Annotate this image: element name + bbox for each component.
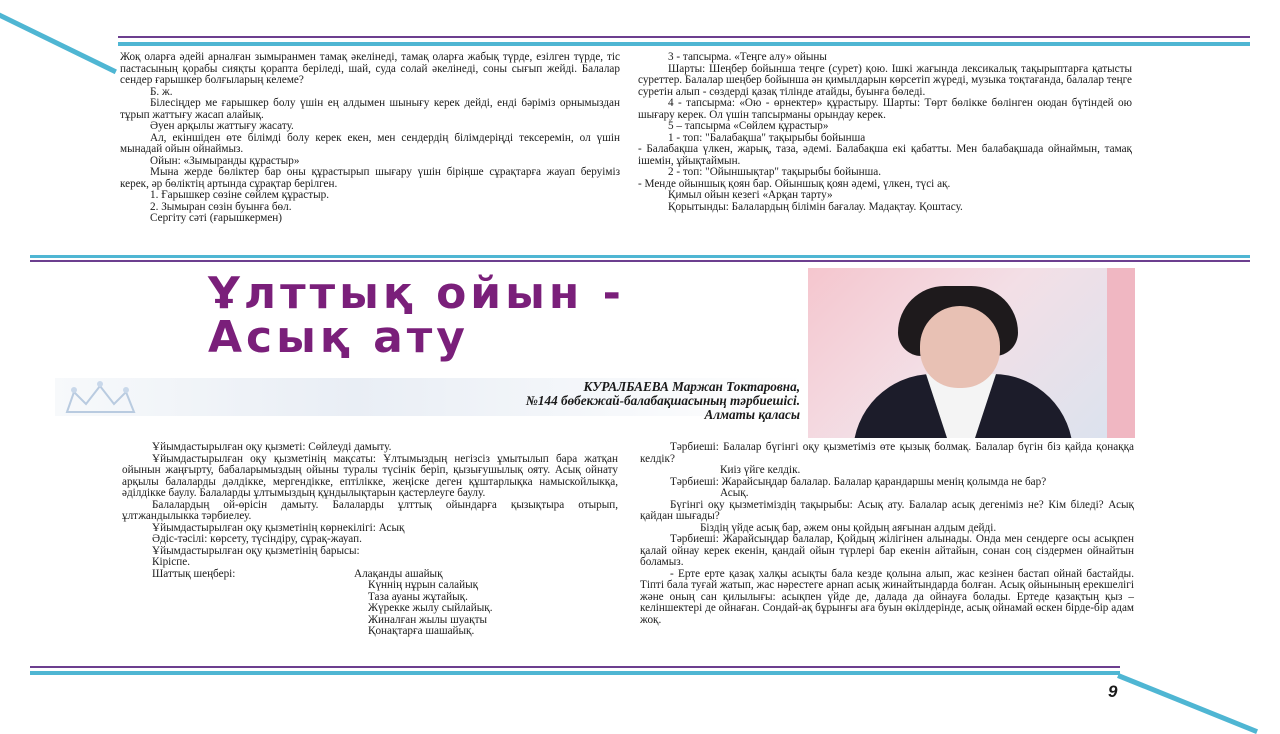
- paragraph: 2. Зымыран сөзін буынға бөл.: [150, 200, 292, 213]
- header-stripe-purple: [118, 36, 1250, 38]
- paragraph: Мына жерде бөліктер бар оны құрастырып шығару үшін біріңше сұрақтарға жауап беруіміз керек, әр бөліктің артында сұрақтар берілген.: [120, 166, 620, 190]
- author-photo: [808, 268, 1135, 438]
- paragraph: Асық.: [720, 487, 749, 499]
- paragraph: Ұйымдастырылған оқу қызметі: Сөйлеуді дамыту.: [152, 441, 392, 453]
- poem-line: Таза ауаны жұтайық.: [368, 590, 468, 603]
- bottom-left-column: [122, 442, 618, 639]
- paragraph: Кіріспе.: [152, 556, 190, 568]
- footer-stripe-cyan: [30, 671, 1120, 675]
- paragraph: Шарты: Шеңбер бойынша теңге (сурет) қою. Ішкі жағында лексикалық тақырыптарға қатысты суреттер. Балалар шеңбер бойынша ән қимылдарын көрсетіп жүреді, музыка тоқтағанда, балалар теңге суретін алып - сөздерді қазақ тілінде атайды, буынға бөледі.: [638, 62, 1132, 98]
- paragraph: Балалардың ой-өрісін дамыту. Балаларды ұлттық ойындарға қызықтыра отырып, ұлтжандылыкка тәрбиелеу.: [122, 498, 618, 522]
- paragraph: Жоқ оларға әдейі арналған зымыранмен тамақ әкелінеді, тамақ оларға жабық түрде, езілген түрде, тіс пастасының қорабы сияқты қорапта беріледі, шай, суда солай әкелінеді, соны сығып жейді. Балалар сендер ғарышкер болғыларың келеме?: [120, 51, 620, 86]
- author-name: КУРАЛБАЕВА Маржан Токтаровна,: [583, 379, 800, 394]
- paragraph: Қорытынды: Балалардың білімін бағалау. Мадақтау. Қоштасу.: [668, 200, 963, 213]
- paragraph: 3 - тапсырма. «Теңге алу» ойыны: [668, 51, 827, 63]
- paragraph: - Балабақша үлкен, жарық, таза, әдемі. Балабақша екі қабатты. Мен балабақшада ойнаймын, тамақ ішемін, ұйықтаймын.: [638, 143, 1132, 167]
- article-title-line-2: Асық ату: [208, 312, 469, 363]
- paragraph: Ал, екіншіден өте білімді болу керек екен, мен сендердің білімдеріңді тексеремін, ол үшін мынадай ойын ойнаймыз.: [120, 131, 620, 155]
- paragraph: 2 - топ: "Ойыншықтар" тақырыбы бойынша.: [668, 166, 882, 178]
- paragraph: Сергіту сәті (ғарышкермен): [150, 212, 283, 224]
- mid-stripe-purple: [30, 260, 1250, 262]
- paragraph: - Ерте ерте қазақ халқы асықты бала кезде қолына алып, жас кезінен бастап ойнай бастайды. Тіпті бала туғай жатып, жас нәрестеге арнап асық жинайтындарда болған. Асық ойынының ерекшелігі және оның сан қилылығы: асықпен үйде де, далада да ойнауға болады. Ертеде қазақтың қыз – келіншектері де ойнаған. Сондай-ақ бұрынғы аға буын өкілдерінде, асық ойнамай өскен бірде-бір адам жоқ.: [640, 567, 1134, 626]
- bottom-right-column: [640, 442, 1134, 626]
- author-position: №144 бөбекжай-балабақшасының тәрбиешісі.: [525, 393, 800, 408]
- poem-line: Алақанды ашайық: [354, 567, 443, 580]
- paragraph: Әдіс-тәсілі: көрсету, түсіндіру, сұрақ-жауап.: [152, 533, 362, 545]
- poem-label: Шаттық шеңбері:: [152, 567, 236, 580]
- poem-block: [122, 569, 618, 639]
- paragraph: Ұйымдастырылған оқу қызметінің мақсаты: Ұлтымыздың негізсіз ұмытылып бара жатқан ойынын жаңғырту, бабаларымыздың ойыны туралы түсінік беріп, қызығушылық ояту. Асық ойнату арқылы балаларды дәлдікке, мергендікке, ептілікке, жеңіске деген құштарлықка намыскойлыкқа, әділдікке баулу. Балаларды ұлтымыздың құндылықтарын қастерлеуге баулу.: [122, 452, 618, 499]
- paragraph: Тәрбиеші: Жарайсыңдар балалар, Қойдың жілігінен алынады. Онда мен сендерге осы асықпен қалай ойнау керек екенін, қандай ойын түрлері бар екенін айтайын, сонан соң сіздермен ойнайтын боламыз.: [640, 533, 1134, 568]
- top-left-column: [120, 52, 620, 225]
- paragraph: Ойын: «Зымыранды құрастыр»: [150, 154, 300, 167]
- footer-stripe-purple: [30, 666, 1120, 668]
- bottom-right-corner-stripe: [1117, 673, 1258, 734]
- page-number: 9: [1108, 682, 1118, 701]
- paragraph: Тәрбиеші: Балалар бүгінгі оқу қызметіміз өте қызық болмақ. Балалар бүгін біз қайда қонаққа келдік?: [640, 441, 1134, 465]
- paragraph: Білесіңдер ме ғарышкер болу үшін ең алдымен шынығу керек дейді, енді бәріміз орнымыздан тұрып жаттығу жасап алайық.: [120, 97, 620, 121]
- poem-line: Күннің нұрын салайық: [368, 579, 479, 591]
- paragraph: 1. Ғарышкер сөзіне сөйлем құрастыр.: [150, 189, 330, 201]
- poem-line: Жиналған жылы шуақты: [368, 613, 487, 626]
- top-left-corner-stripe: [0, 8, 117, 74]
- poem-line: Жүрекке жылу сыйлайық.: [368, 602, 493, 614]
- top-right-column: [638, 52, 1132, 213]
- paragraph: Әуен арқылы жаттығу жасату.: [150, 120, 294, 132]
- paragraph: 1 - топ: "Балабақша" тақырыбы бойынша: [668, 131, 866, 144]
- paragraph: Б. ж.: [150, 85, 173, 98]
- author-credit: [280, 380, 800, 422]
- crown-ornament-icon: [62, 378, 142, 418]
- paragraph: Біздің үйде асық бар, әжем оны қойдың аяғынан алдым дейді.: [700, 521, 997, 534]
- header-stripe-cyan: [118, 42, 1250, 46]
- paragraph: Бүгінгі оқу қызметіміздің тақырыбы: Асық ату. Балалар асық дегеніміз не? Кім біледі? Асық қайдан шығады?: [640, 498, 1134, 522]
- poem-line: Қонақтарға шашайық.: [368, 625, 475, 637]
- paragraph: Ұйымдастырылған оқу қызметінің барысы:: [152, 544, 360, 557]
- paragraph: Ұйымдастырылған оқу қызметінің көрнекілігі: Асық: [152, 521, 405, 534]
- paragraph: 4 - тапсырма: «Ою - өрнектер» құрастыру. Шарты: Төрт бөлікке бөлінген оюдан бүтіндей ою шығару керек. Ол үшін тапсырманы орындау керек.: [638, 97, 1132, 121]
- paragraph: Киіз үйге келдік.: [720, 464, 801, 476]
- mid-stripe-cyan: [30, 255, 1250, 258]
- paragraph: Қимыл ойын кезегі «Арқан тарту»: [668, 189, 833, 201]
- paragraph: 5 – тапсырма «Сөйлем құрастыр»: [668, 120, 829, 132]
- article-title-line-1: Ұлттық ойын -: [208, 268, 625, 319]
- paragraph: - Менде ойыншық қоян бар. Ойыншық қоян әдемі, үлкен, түсі ақ.: [638, 177, 951, 190]
- author-city: Алматы қаласы: [704, 407, 800, 422]
- paragraph: Тәрбиеші: Жарайсыңдар балалар. Балалар қарандаршы менің қолымда не бар?: [670, 475, 1047, 488]
